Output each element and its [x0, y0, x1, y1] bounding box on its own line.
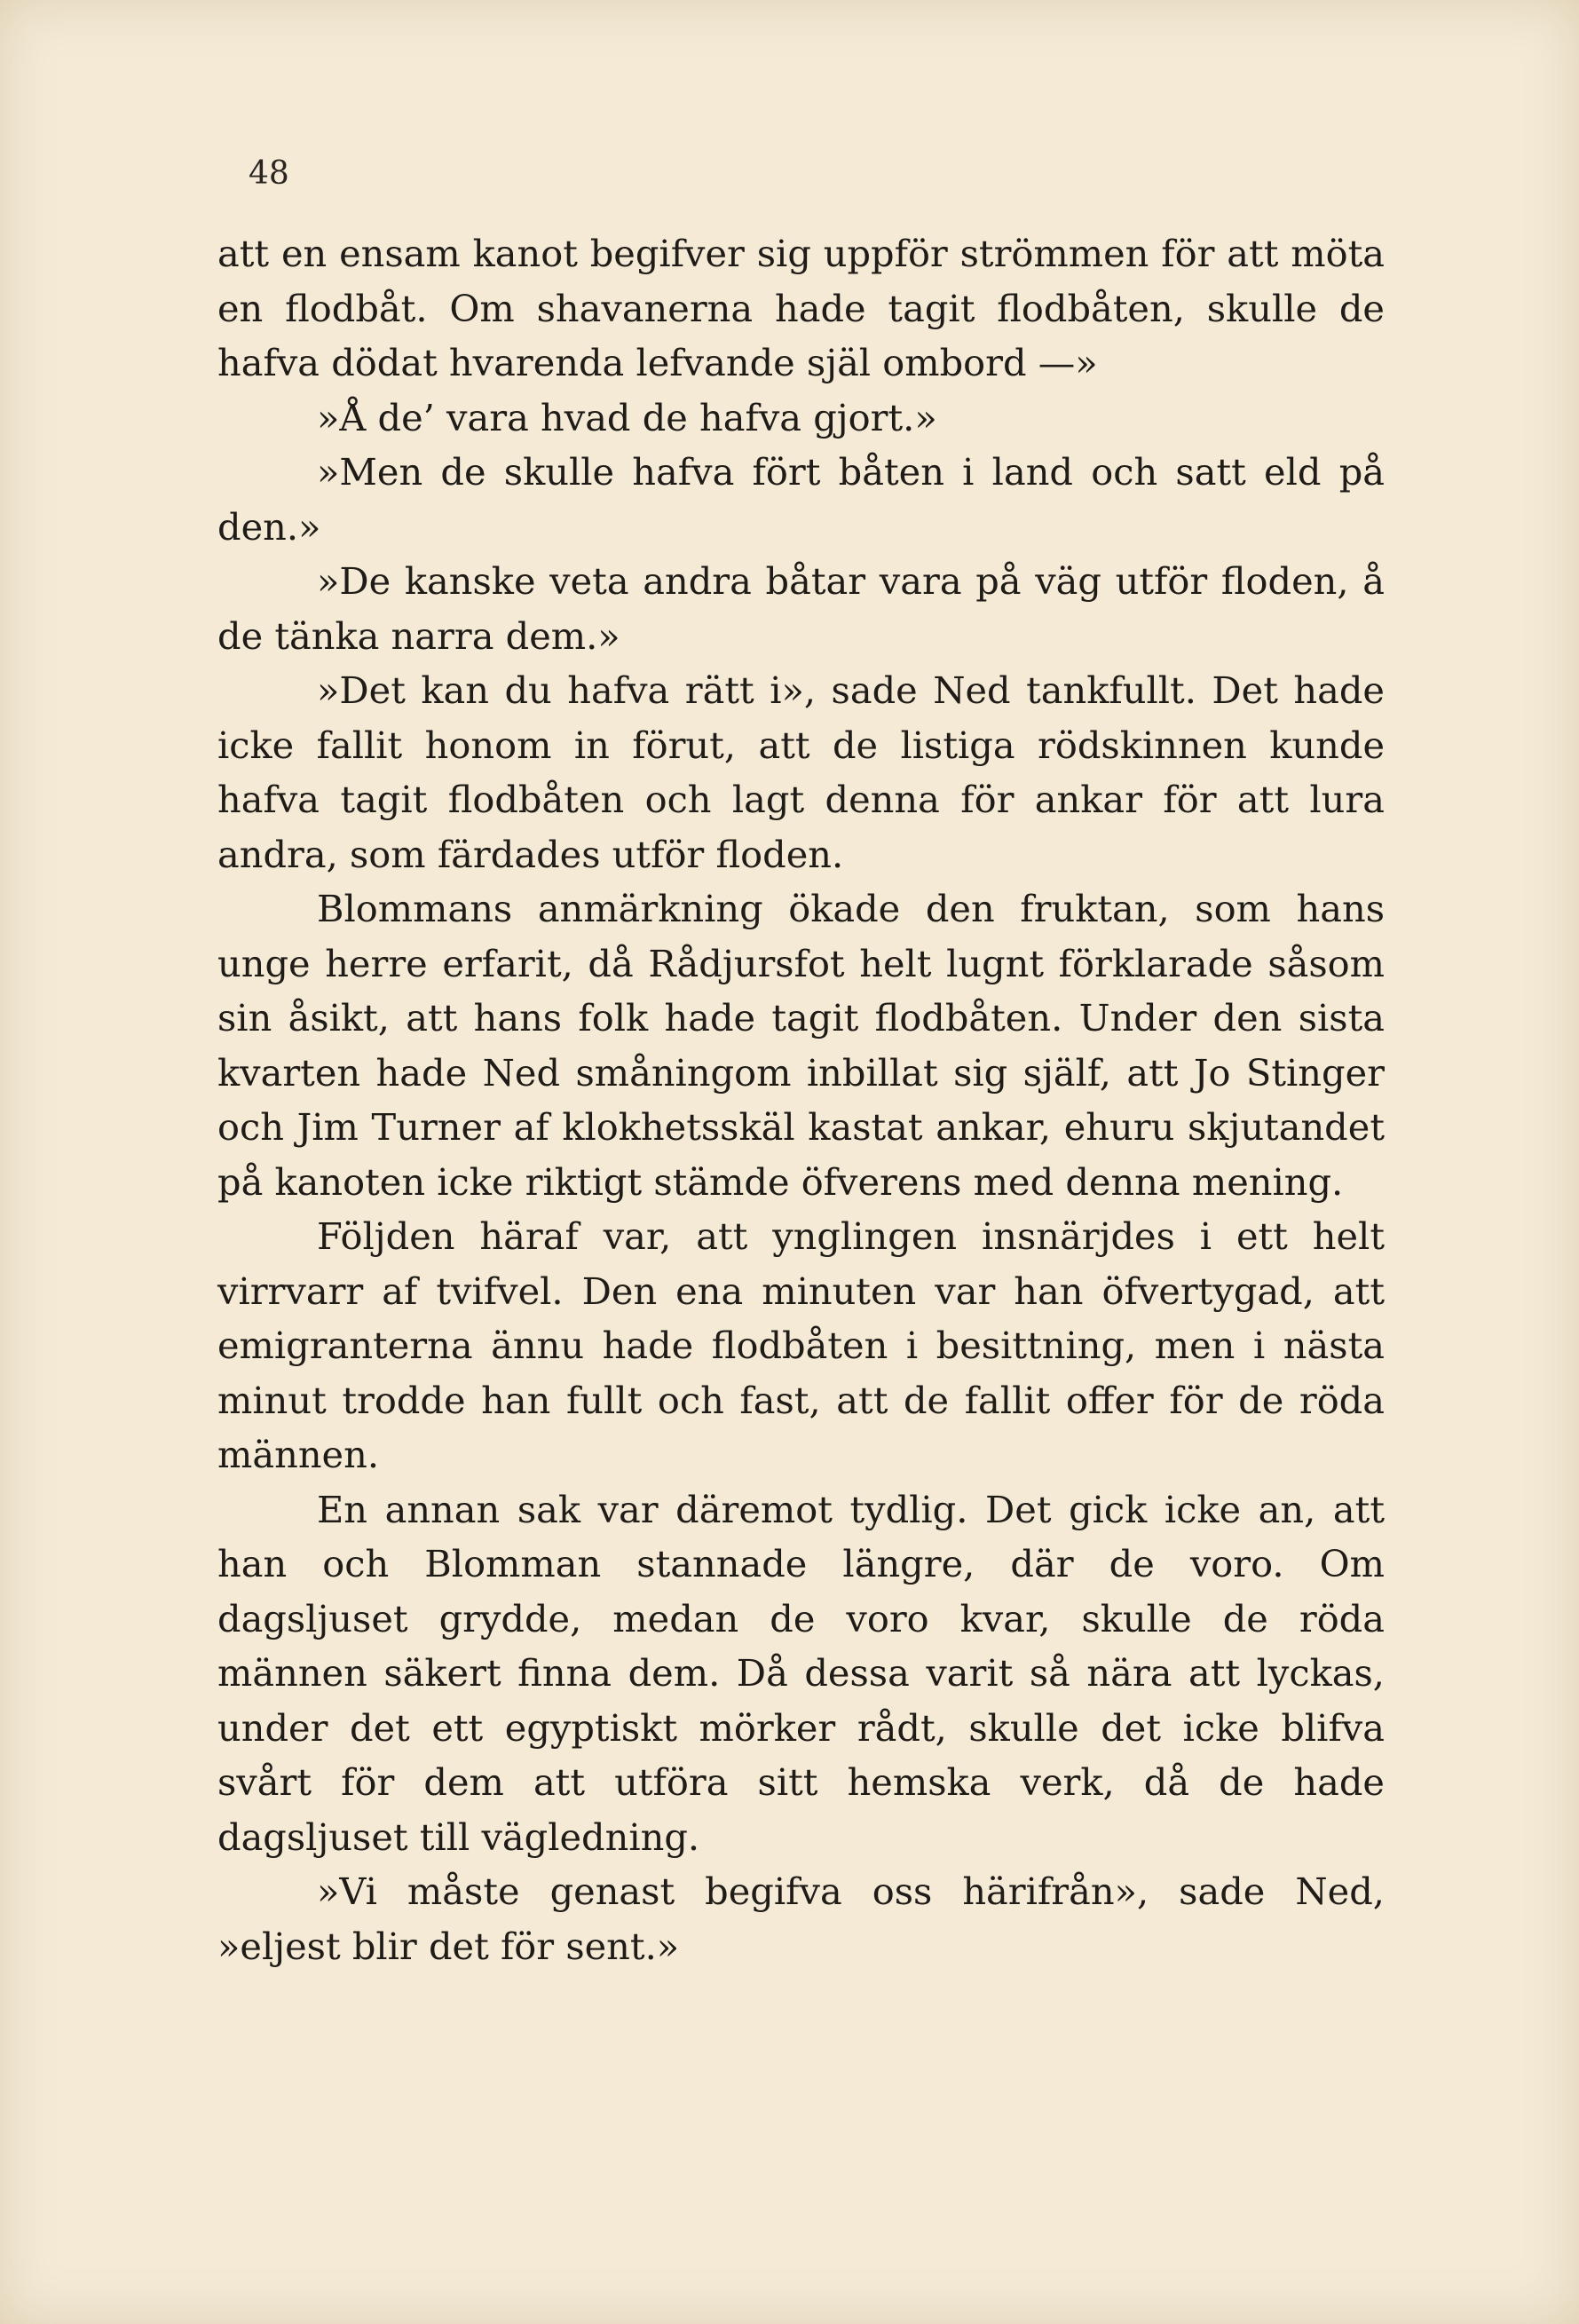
body-text [217, 226, 1385, 1973]
paragraph: En annan sak var däremot tydlig. Det gick icke an, att han och Blomman stannade längre, där de voro. Om dagsljuset grydde, medan de voro kvar, skulle de röda männen säkert finna dem. Då dessa varit så nära att lyckas, under det ett egyptiskt mörker rådt, skulle det icke blifva svårt för dem att utföra sitt hemska verk, då de hade dagsljuset till vägledning. [217, 1487, 1385, 1859]
paragraph: »De kanske veta andra båtar vara på väg utför floden, å de tänka narra dem.» [217, 559, 1385, 658]
paragraph: »Det kan du hafva rätt i», sade Ned tankfullt. Det hade icke fallit honom in förut, att de listiga rödskinnen kunde hafva tagit flodbåten och lagt denna för ankar för att lura andra, som färdades utför floden. [217, 668, 1385, 876]
paragraph: att en ensam kanot begifver sig uppför strömmen för att möta en flodbåt. Om shavanerna hade tagit flodbåten, skulle de hafva dödat hvarenda lefvande själ ombord —» [217, 232, 1385, 384]
paragraph: Följden häraf var, att ynglingen insnärjdes i ett helt virrvarr af tvifvel. Den ena minuten var han öfvertygad, att emigranterna ännu hade flodbåten i besittning, men i nästa minut trodde han fullt och fast, att de fallit offer för de röda männen. [217, 1214, 1385, 1476]
paragraph: Blommans anmärkning ökade den fruktan, som hans unge herre erfarit, då Rådjursfot helt lugnt förklarade såsom sin åsikt, att hans folk hade tagit flodbåten. Under den sista kvarten hade Ned småningom inbillat sig själf, att Jo Stinger och Jim Turner af klokhetsskäl kastat ankar, ehuru skjutandet på kanoten icke riktigt stämde öfverens med denna mening. [217, 887, 1385, 1204]
page-number: 48 [249, 155, 289, 192]
paragraph: »Vi måste genast begifva oss härifrån», sade Ned, »eljest blir det för sent.» [217, 1869, 1385, 1968]
paragraph: »Men de skulle hafva fört båten i land och satt eld på den.» [217, 450, 1385, 549]
paragraph: »Å de’ vara hvad de hafva gjort.» [317, 395, 937, 439]
